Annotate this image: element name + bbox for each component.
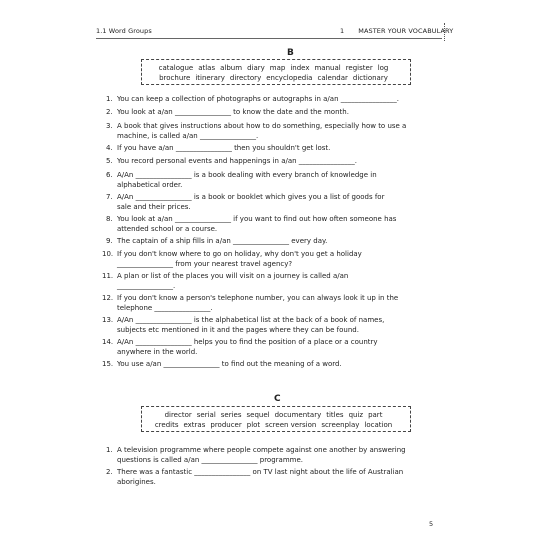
item-number: 11. [102, 272, 114, 280]
item-number: 12. [102, 294, 114, 302]
running-header-right [340, 27, 453, 35]
item-number: 7. [106, 193, 113, 201]
item-number: 8. [106, 215, 113, 223]
item-text-line: alphabetical order. [117, 181, 183, 189]
item-text-line: subjects etc mentioned in it and the pages where they can be found. [117, 326, 359, 334]
item-number: 10. [102, 250, 114, 258]
word-box-row [146, 73, 406, 83]
word-option: manual [314, 64, 341, 72]
item-number: 5. [106, 157, 113, 165]
word-option: album [220, 64, 243, 72]
item-text-line: attended school or a course. [117, 225, 218, 233]
word-option: titles [326, 411, 344, 419]
word-option: serial [196, 411, 216, 419]
section-b-word-box [141, 59, 411, 85]
item-text-line: You look at a/an ________________ to know the date and the month. [117, 108, 349, 116]
word-option: itinerary [195, 74, 225, 82]
word-option: documentary [274, 411, 322, 419]
word-option: location [364, 421, 393, 429]
word-option: quiz [348, 411, 364, 419]
word-box-row [146, 63, 406, 73]
word-option: credits [154, 421, 179, 429]
item-text-line: The captain of a ship fills in a/an ________________ every day. [117, 237, 328, 245]
item-text-line: If you don't know where to go on holiday, why don't you get a holiday [117, 250, 362, 258]
word-option: log [377, 64, 389, 72]
word-option: screenplay [321, 421, 360, 429]
item-number: 14. [102, 338, 114, 346]
word-option: calendar [317, 74, 348, 82]
item-text-line: anywhere in the world. [117, 348, 198, 356]
item-number: 2. [106, 468, 113, 476]
item-text-line: ________________ from your nearest travel agency? [117, 260, 293, 268]
item-text-line: If you have a/an ________________ then you shouldn't get lost. [117, 144, 331, 152]
word-box-row [146, 420, 406, 430]
word-option: sequel [246, 411, 270, 419]
word-option: plot [246, 421, 261, 429]
item-text-line: A/An ________________ is a book dealing with every branch of knowledge in [117, 171, 377, 179]
chapter-number: 1 [340, 27, 345, 35]
section-b-heading: B [287, 48, 294, 58]
word-option: producer [210, 421, 242, 429]
running-header-left: 1.1 Word Groups [96, 27, 152, 35]
item-text-line: You can keep a collection of photographs or autographs in a/an ________________. [117, 95, 399, 103]
item-text-line: A book that gives instructions about how to do something, especially how to use a [117, 122, 407, 130]
word-option: series [220, 411, 242, 419]
item-text-line: telephone ________________. [117, 304, 213, 312]
item-text-line: You use a/an ________________ to find out the meaning of a word. [117, 360, 342, 368]
word-option: diary [247, 64, 265, 72]
item-text-line: aborigines. [117, 478, 156, 486]
item-text-line: There was a fantastic ________________ on TV last night about the life of Australian [117, 468, 404, 476]
page-number: 5 [429, 520, 434, 528]
item-number: 6. [106, 171, 113, 179]
word-option: director [164, 411, 192, 419]
word-option: index [290, 64, 310, 72]
word-option: part [368, 411, 383, 419]
section-c-word-box [141, 406, 411, 432]
item-text-line: A television programme where people compete against one another by answering [117, 446, 406, 454]
item-text-line: ________________. [117, 282, 176, 290]
item-text-line: A/An ________________ helps you to find the position of a place or a country [117, 338, 378, 346]
book-title: MASTER YOUR VOCABULARY [358, 27, 454, 35]
item-text-line: A plan or list of the places you will visit on a journey is called a/an [117, 272, 349, 280]
item-text-line: A/An ________________ is a book or booklet which gives you a list of goods for [117, 193, 385, 201]
word-option: brochure [159, 74, 191, 82]
item-text-line: If you don't know a person's telephone number, you can always look it up in the [117, 294, 399, 302]
item-number: 9. [106, 237, 113, 245]
header-rule [96, 38, 442, 39]
item-number: 3. [106, 122, 113, 130]
word-option: encyclopedia [266, 74, 313, 82]
word-option: dictionary [352, 74, 388, 82]
word-option: map [269, 64, 286, 72]
item-number: 1. [106, 446, 113, 454]
word-box-row [146, 410, 406, 420]
item-text-line: You look at a/an ________________ if you want to find out how often someone has [117, 215, 397, 223]
word-option: register [345, 64, 373, 72]
item-number: 1. [106, 95, 113, 103]
word-option: atlas [198, 64, 216, 72]
item-number: 2. [106, 108, 113, 116]
item-text-line: machine, is called a/an ________________. [117, 132, 259, 140]
item-text-line: You record personal events and happenings in a/an ________________. [117, 157, 358, 165]
item-text-line: questions is called a/an ________________ programme. [117, 456, 303, 464]
word-option: screen version [265, 421, 317, 429]
word-option: directory [229, 74, 262, 82]
word-option: catalogue [158, 64, 194, 72]
item-number: 4. [106, 144, 113, 152]
item-text-line: A/An ________________ is the alphabetical list at the back of a book of names, [117, 316, 385, 324]
word-option: extras [183, 421, 206, 429]
item-text-line: sale and their prices. [117, 203, 191, 211]
section-c-heading: C [274, 394, 281, 404]
item-number: 13. [102, 316, 114, 324]
item-number: 15. [102, 360, 114, 368]
